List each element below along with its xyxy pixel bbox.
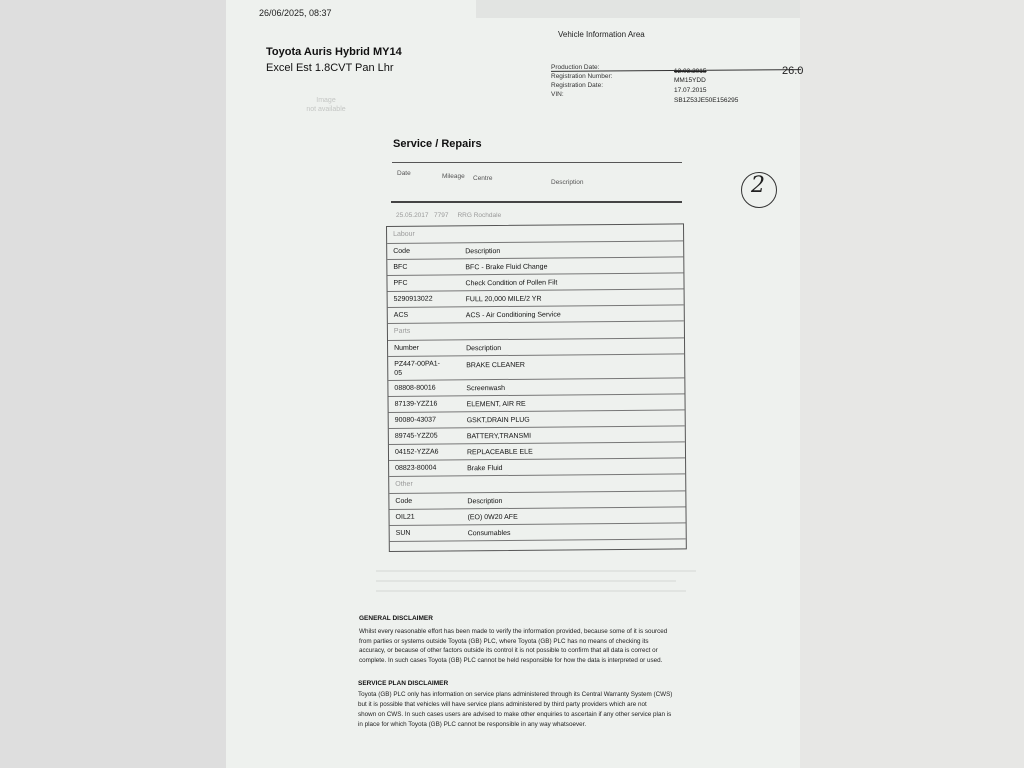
general-disclaimer-title: GENERAL DISCLAIMER [359,615,433,622]
cell-description: GSKT,DRAIN PLUG [466,416,530,425]
production-date-label: Production Date: [551,64,600,71]
general-disclaimer-line: complete. In such cases Toyota (GB) PLC cannot be held responsible for how the data is interpreted or used. [359,657,663,664]
column-mileage: Mileage [442,173,465,180]
cell-description: Description [465,248,501,256]
production-date-value: 12.03.2015 [674,68,707,75]
cell-code: Parts [393,327,411,335]
cell-description: BATTERY,TRANSMI [466,432,532,441]
background-right [800,0,1024,768]
cell-code: Code [395,497,413,505]
service-repairs-title: Service / Repairs [393,138,482,150]
cell-description: Check Condition of Pollen Filt [465,279,558,288]
cell-code-continued: 05 [394,369,403,377]
title-underline [392,162,682,163]
service-plan-disclaimer-line: in place for which Toyota (GB) PLC cannot be responsible in any way whatsoever. [358,721,587,728]
cell-description: Consumables [467,529,511,538]
column-description: Description [551,179,584,186]
cell-description: (EO) 0W20 AFE [467,513,518,522]
vehicle-variant: Excel Est 1.8CVT Pan Lhr [266,62,394,74]
column-date: Date [397,170,411,177]
vin-value: SB1Z53JE50E156295 [674,97,739,104]
registration-number-label: Registration Number: [551,73,613,80]
cell-code: 90080-43037 [394,416,436,424]
cell-description: Brake Fluid [467,464,503,473]
vehicle-info-area-title: Vehicle Information Area [558,30,645,39]
cell-description: FULL 20,000 MILE/2 YR [465,295,542,304]
cell-code: BFC [393,263,408,271]
cell-code: 04152-YZZA6 [394,448,439,456]
general-disclaimer-line: accuracy, or because of other factors outside its control it is not possible to confirm that all data is correct or [359,647,658,654]
image-not-available: Image not available [306,97,346,113]
cell-code: Number [394,344,420,352]
cell-description: Screenwash [466,384,505,393]
faded-text-line [376,590,686,592]
service-plan-disclaimer-line: Toyota (GB) PLC only has information on service plans administered through its Central Warranty System (CWS) [358,691,673,698]
background-left [0,0,226,768]
cell-code: Other [395,480,413,488]
column-centre: Centre [473,175,493,182]
registration-date-label: Registration Date: [551,82,604,89]
table-row [390,523,686,542]
cell-code: PFC [393,279,408,287]
general-disclaimer-line: Whilst every reasonable effort has been made to verify the information provided, because some of it is sourced [359,628,668,635]
cell-code: ACS [393,311,409,319]
registration-number-value: MM15YDD [674,77,706,84]
cell-code: 08808-80016 [394,384,436,392]
faded-text-line [376,570,696,572]
cell-code: 87139-YZZ16 [394,400,438,408]
service-table [386,223,687,552]
service-plan-disclaimer-line: but it is possible that vehicles will have service plans administered by third party providers which are not [358,701,647,708]
cell-description: BFC - Brake Fluid Change [465,263,548,272]
cell-code: SUN [395,529,411,537]
vin-label: VIN: [551,91,564,98]
registration-date-value: 17.07.2015 [674,87,707,94]
record-mileage: 7797 [433,212,449,219]
cell-code: OIL21 [395,513,415,521]
cell-code: Labour [393,230,415,238]
general-disclaimer-line: from parties or systems outside Toyota (GB) PLC, where Toyota (GB) PLC has no means of checking its [359,638,649,645]
table-row [388,354,684,381]
cell-code: 08823-80004 [395,464,437,472]
header-underline [391,201,682,203]
service-plan-disclaimer-line: shown on CWS. In such cases users are advised to make other enquiries to ascertain if any other service plan is [358,711,672,718]
page-shadow [476,0,800,18]
cell-description: REPLACEABLE ELE [466,448,533,457]
service-plan-disclaimer-title: SERVICE PLAN DISCLAIMER [358,680,449,687]
cell-code: PZ447-00PA1- [394,360,441,368]
print-timestamp: 26/06/2025, 08:37 [259,8,332,18]
cell-description: BRAKE CLEANER [466,361,526,370]
cell-code: 89745-YZZ05 [394,432,438,440]
faded-text-line [376,580,676,582]
cell-description: Description [467,497,503,506]
cell-description: ACS - Air Conditioning Service [465,311,561,320]
handwritten-number: 2 [751,173,765,198]
record-date: 25.05.2017 [396,212,429,219]
cell-description: Description [466,345,502,353]
cell-description: ELEMENT, AIR RE [466,400,526,409]
vehicle-model: Toyota Auris Hybrid MY14 [266,46,402,58]
cell-code: 5290913022 [393,295,433,303]
cell-code: Code [393,247,410,255]
service-record [396,212,501,219]
document-page [226,0,804,768]
cut-off-value: 26.0 [782,65,804,77]
record-centre: RRG Rochdale [457,212,502,219]
